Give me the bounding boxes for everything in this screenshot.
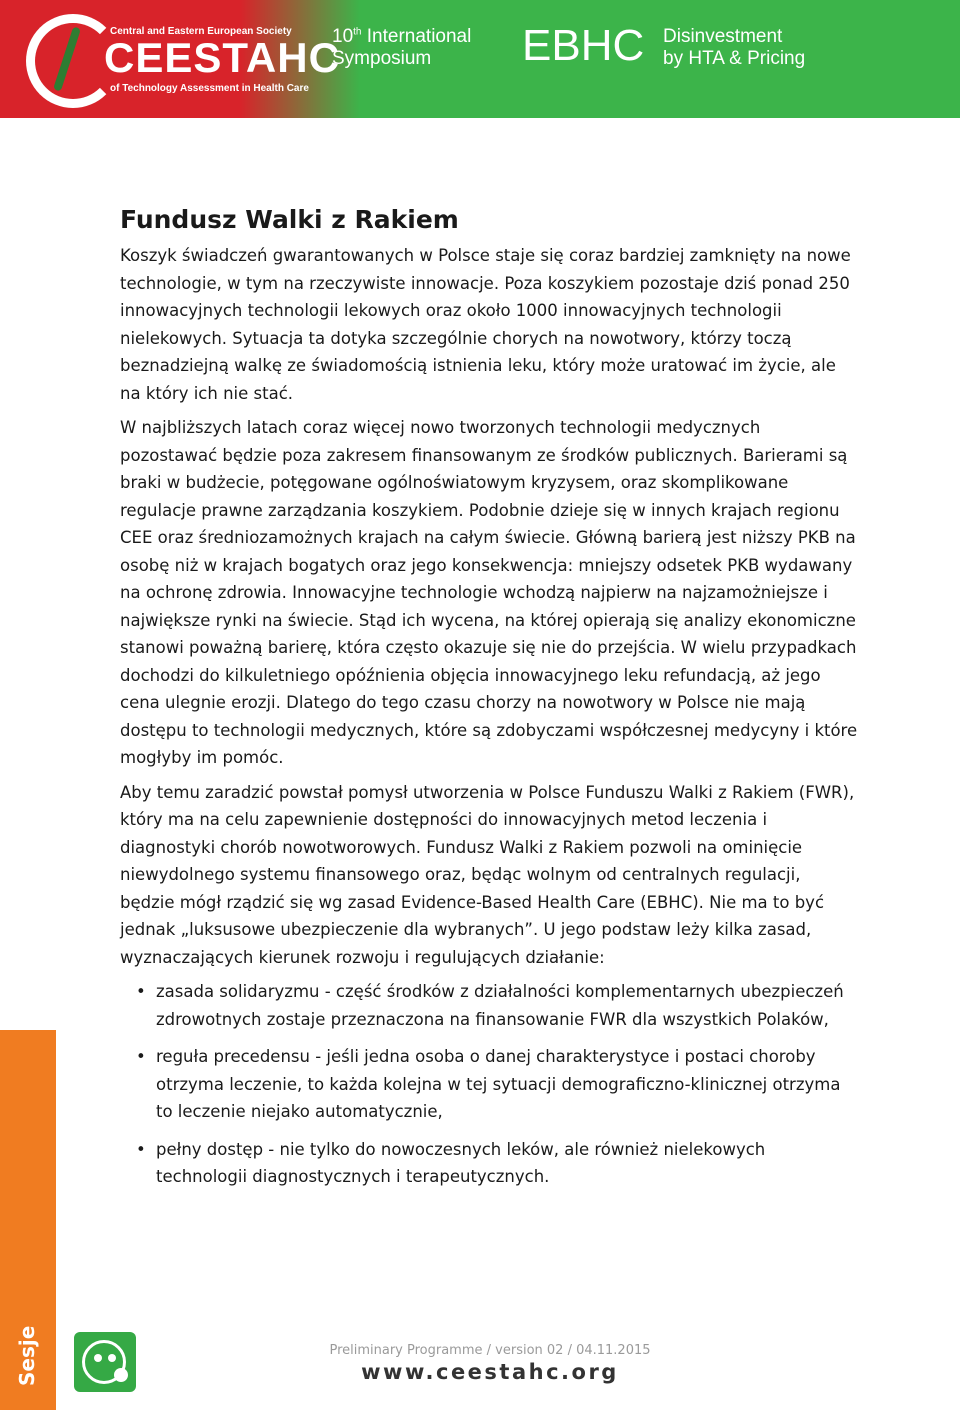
side-tab-label: Sesje: [15, 1325, 39, 1386]
logo-subtitle: of Technology Assessment in Health Care: [110, 83, 309, 94]
list-item: [120, 978, 860, 1033]
list-item-text: reguła precedensu - jeśli jedna osoba o danej charakterystyce i postaci choroby otrzyma leczenie, to każda kolejna w tej sytuacji demograficzno-klinicznej otrzyma to leczenie niejako automatycznie,: [156, 1047, 841, 1121]
list-item-text: pełny dostęp - nie tylko do nowoczesnych leków, ale również nielekowych technologii diagnostycznych i terapeutycznych.: [156, 1139, 766, 1186]
ebhc-title: EBHC: [522, 21, 645, 70]
mascot-eye: [94, 1354, 102, 1362]
topic-line2: by HTA & Pricing: [663, 48, 806, 69]
principles-list: [120, 978, 860, 1191]
bullet-icon: •: [136, 1047, 146, 1066]
bullet-icon: •: [136, 1139, 146, 1159]
mascot-icon: [74, 1332, 136, 1392]
list-item: [120, 1043, 860, 1126]
mascot-ball: [114, 1368, 128, 1382]
programme-version: Preliminary Programme / version 02 / 04.11.2015: [329, 1343, 651, 1358]
bullet-icon: •: [136, 982, 146, 1001]
symposium-topic: [663, 26, 805, 70]
symposium-title: [332, 26, 471, 70]
paragraph-1: Koszyk świadczeń gwarantowanych w Polsce staje się coraz bardziej zamknięty na nowe technologie, w tym na rzeczywiste innowacje. Poza koszykiem pozostaje dziś ponad 250 innowacyjnych technologii lekowych oraz około 1000 innowacyjnych technologii nielekowych. Sytuacja ta dotyka szczególnie chorych na nowotwory, którzy toczą beznadziejną walkę ze świadomością istnienia leku, który może uratować im życie, ale na który ich nie stać.: [120, 246, 851, 403]
paragraph-3: Aby temu zaradzić powstał pomysł utworzenia w Polsce Funduszu Walki z Rakiem (FWR), który ma na celu zapewnienie dostępności do innowacyjnych metod leczenia i diagnostyki chorób nowotworowych. Fundusz Walki z Rakiem pozwoli na ominięcie niewydolnego systemu finansowego oraz, będąc wolnym od centralnych regulacji, będzie mógł rządzić się wg zasad Evidence-Based Health Care (EBHC). Nie ma to być jednak „luksusowe ubezpieczenie dla wybranych”. U jego podstaw leży kilka zasad, wyznaczających kierunek rozwoju i regulujących działanie:: [120, 782, 855, 967]
symposium-suffix: th: [353, 26, 362, 38]
symposium-number: 10: [332, 26, 354, 47]
header-banner: [0, 0, 960, 118]
mascot-eye: [108, 1354, 116, 1362]
article: [120, 204, 860, 1201]
logo-name: CEESTAHC: [104, 34, 340, 81]
logo-society-text: Central and Eastern European Society: [110, 26, 292, 37]
symposium-line2: Symposium: [332, 48, 432, 69]
website-url[interactable]: www.ceestahc.org: [361, 1360, 619, 1384]
topic-line1: Disinvestment: [663, 26, 783, 47]
article-title: Fundusz Walki z Rakiem: [120, 205, 459, 234]
paragraph-2: W najbliższych latach coraz więcej nowo tworzonych technologii medycznych pozostawać będzie poza zakresem finansowanym ze środków publicznych. Barierami są braki w budżecie, potęgowane ogólnoświatowym kryzysem, oraz skomplikowane regulacje prawne zarządzania koszykiem. Podobnie dzieje się w innych krajach regionu CEE oraz średniozamożnych krajach na całym świecie. Główną barierą jest niższy PKB na osobę niż w krajach bogatych oraz jego konsekwencja: mniejszy odsetek PKB wydawany na ochronę zdrowia. Innowacyjne technologie wchodzą najpierw na najzamożniejsze i największe rynki na świecie. Stąd ich wycena, na której opierają się analizy ekonomiczne stanowi poważną barierę, która często okazuje się nie do przejścia. W wielu przypadkach dochodzi do kilkuletniego opóźnienia objęcia innowacyjnego leku refundacją, aż jego cena ulegnie erozji. Dlatego do tego czasu chorzy na nowotwory w Polsce nie mają dostępu to technologii medycznych, które są zdobyczami współczesnej medycyny i które mogłyby im pomóc.: [120, 418, 858, 767]
list-item: [120, 1136, 860, 1191]
symposium-word: International: [366, 26, 472, 47]
list-item-text: zasada solidaryzmu - część środków z działalności komplementarnych ubezpieczeń zdrowotnych zostaje przeznaczona na finansowanie FWR dla wszystkich Polaków,: [156, 982, 844, 1029]
